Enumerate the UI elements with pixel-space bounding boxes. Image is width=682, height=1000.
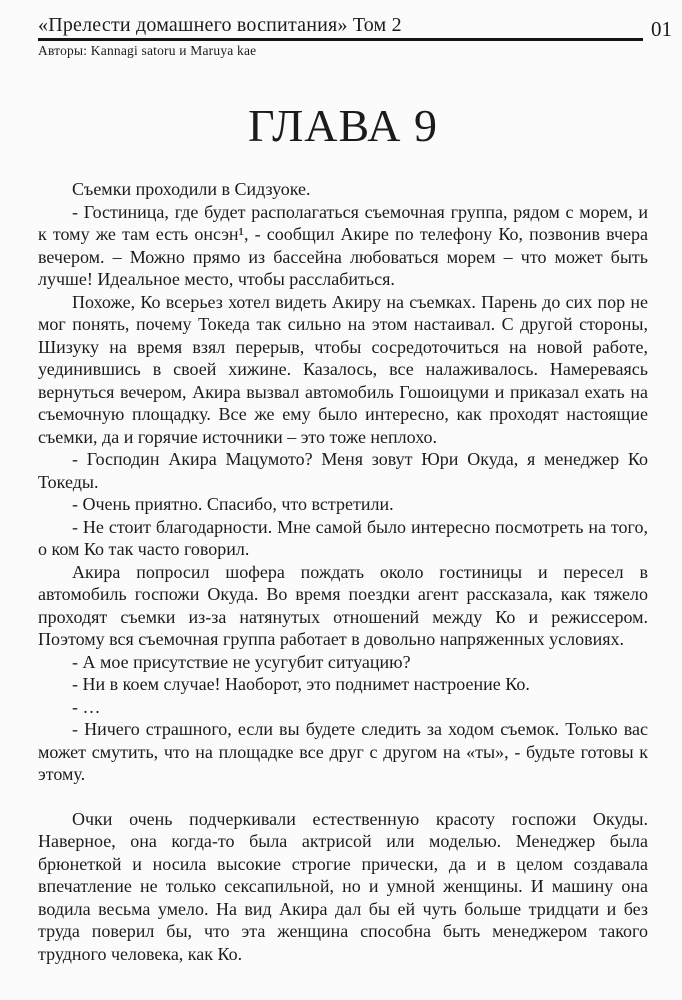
header-rule xyxy=(38,14,643,41)
page-header xyxy=(38,14,672,59)
paragraph: - … xyxy=(72,696,101,717)
paragraph: - Ничего страшного, если вы будете следить за ходом съемок. Только вас может смутить, что на площадке все друг с другом на «ты», - будьте готовы к этому. xyxy=(38,719,648,784)
paragraph: - Гостиница, где будет располагаться съемочная группа, рядом с морем, и к тому же там есть онсэн¹, - сообщил Акире по телефону Ко, позвонив вчера вечером. – Можно прямо из бассейна любоваться морем – что может быть лучше! Идеальное место, чтобы расслабиться. xyxy=(38,201,648,289)
page-number: 01 xyxy=(651,17,672,41)
paragraph: - Очень приятно. Спасибо, что встретили. xyxy=(72,494,394,514)
paragraph: - Господин Акира Мацумото? Меня зовут Юри Окуда, я менеджер Ко Токеды. xyxy=(38,449,648,492)
authors-line: Авторы: Kannagi satoru и Maruya kae xyxy=(38,43,257,58)
paragraph: Очки очень подчеркивали естественную красоту госпожи Окуды. Наверное, она когда-то была актрисой или моделью. Менеджер была брюнеткой и носила высокие строгие прически, да и в целом создавала впечатление не только сексапильной, но и умной женщины. И машину она водила весьма умело. На вид Акира дал бы ей чуть больше тридцати и без труда поверил бы, что эта женщина способна быть менеджером такого трудного человека, как Ко. xyxy=(38,808,648,964)
paragraph: Похоже, Ко всерьез хотел видеть Акиру на съемках. Парень до сих пор не мог понять, почему Токеда так сильно на этом настаивал. С другой стороны, Шизуку на время взял перерыв, чтобы сосредоточиться на новой работе, уединившись в своей хижине. Казалось, все налаживалось. Намереваясь вернуться вечером, Акира вызвал автомобиль Гошоицуми и приказал ехать на съемочную площадку. Все же ему было интересно, как проходят настоящие съемки, да и горячие источники – это тоже неплохо. xyxy=(38,291,648,447)
book-title: «Прелести домашнего воспитания» Том 2 xyxy=(38,14,402,36)
paragraph: Акира попросил шофера пождать около гостиницы и пересел в автомобиль госпожи Окуда. Во время поездки агент рассказала, как тяжело проходят съемки из-за натянутых отношений между Ко и режиссером. Поэтому вся съемочная группа работает в довольно напряженных условиях. xyxy=(38,561,648,649)
paragraph: Съемки проходили в Сидзуоке. xyxy=(72,179,311,199)
paragraph: - Ни в коем случае! Наоборот, это поднимет настроение Ко. xyxy=(72,674,530,694)
chapter-text xyxy=(38,178,648,965)
paragraph: - А мое присутствие не усугубит ситуацию? xyxy=(72,651,411,672)
chapter-title: ГЛАВА 9 xyxy=(247,100,439,151)
header-row xyxy=(38,14,672,41)
paragraph: - Не стоит благодарности. Мне самой было интересно посмотреть на того, о ком Ко так часто говорил. xyxy=(38,516,648,559)
